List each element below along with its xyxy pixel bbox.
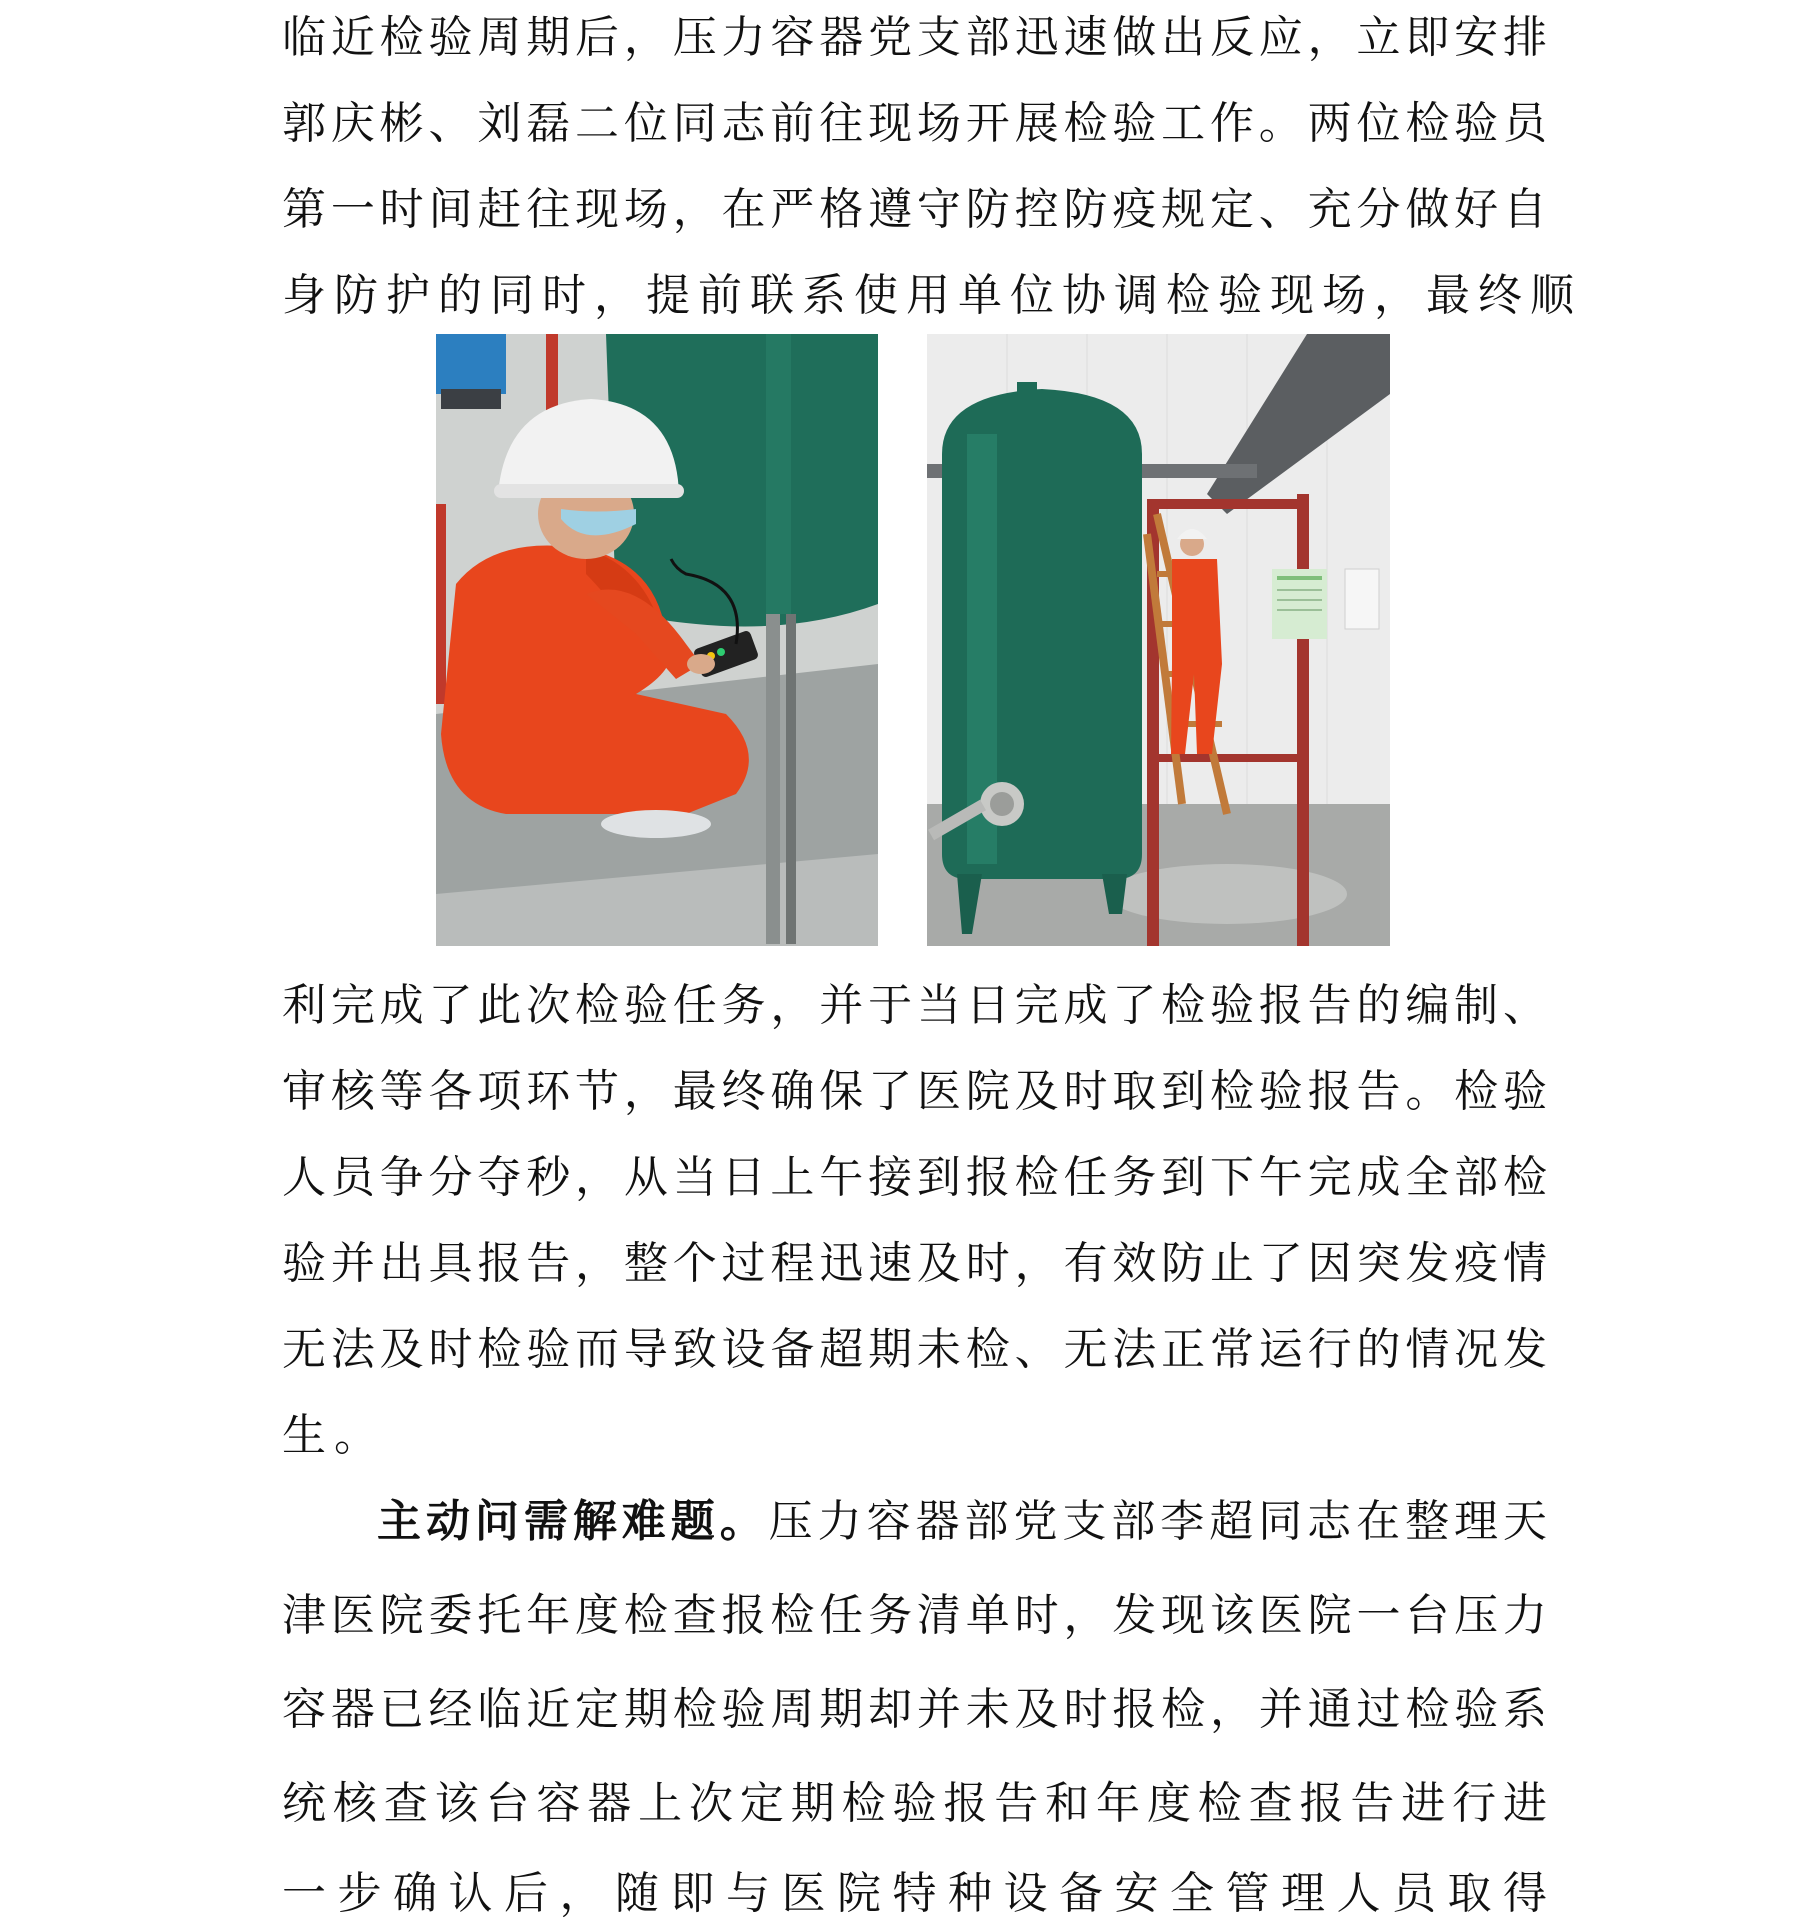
paragraph-first-line	[282, 1494, 1547, 1550]
text-line: 一步确认后，随即与医院特种设备安全管理人员取得	[282, 1868, 1547, 1919]
paragraph-heading: 主动问需解难题。	[377, 1496, 769, 1547]
text-line: 审核等各项环节，最终确保了医院及时取到检验报告。检验	[282, 1066, 1547, 1117]
text-line: 容器已经临近定期检验周期却并未及时报检，并通过检验系	[282, 1684, 1547, 1735]
text-line: 临近检验周期后，压力容器党支部迅速做出反应，立即安排	[282, 12, 1547, 63]
text-line: 郭庆彬、刘磊二位同志前往现场开展检验工作。两位检验员	[282, 98, 1547, 149]
inspector-measuring-tank-photo	[436, 334, 878, 946]
text-line: 生。	[282, 1410, 386, 1461]
pressure-vessel-on-site-photo	[927, 334, 1390, 946]
text-line: 津医院委托年度检查报检任务清单时，发现该医院一台压力	[282, 1590, 1547, 1641]
text-line: 验并出具报告，整个过程迅速及时，有效防止了因突发疫情	[282, 1238, 1547, 1289]
text-line: 利完成了此次检验任务，并于当日完成了检验报告的编制、	[282, 980, 1547, 1031]
text-span: 压力容器部党支部李超同志在整理天	[768, 1496, 1548, 1547]
text-line: 身防护的同时，提前联系使用单位协调检验现场，最终顺	[282, 270, 1582, 321]
text-line: 人员争分夺秒，从当日上午接到报检任务到下午完成全部检	[282, 1152, 1547, 1203]
text-line: 统核查该台容器上次定期检验报告和年度检查报告进行进	[282, 1778, 1547, 1829]
text-line: 无法及时检验而导致设备超期未检、无法正常运行的情况发	[282, 1324, 1547, 1375]
text-line: 第一时间赶往现场，在严格遵守防控防疫规定、充分做好自	[282, 184, 1547, 235]
